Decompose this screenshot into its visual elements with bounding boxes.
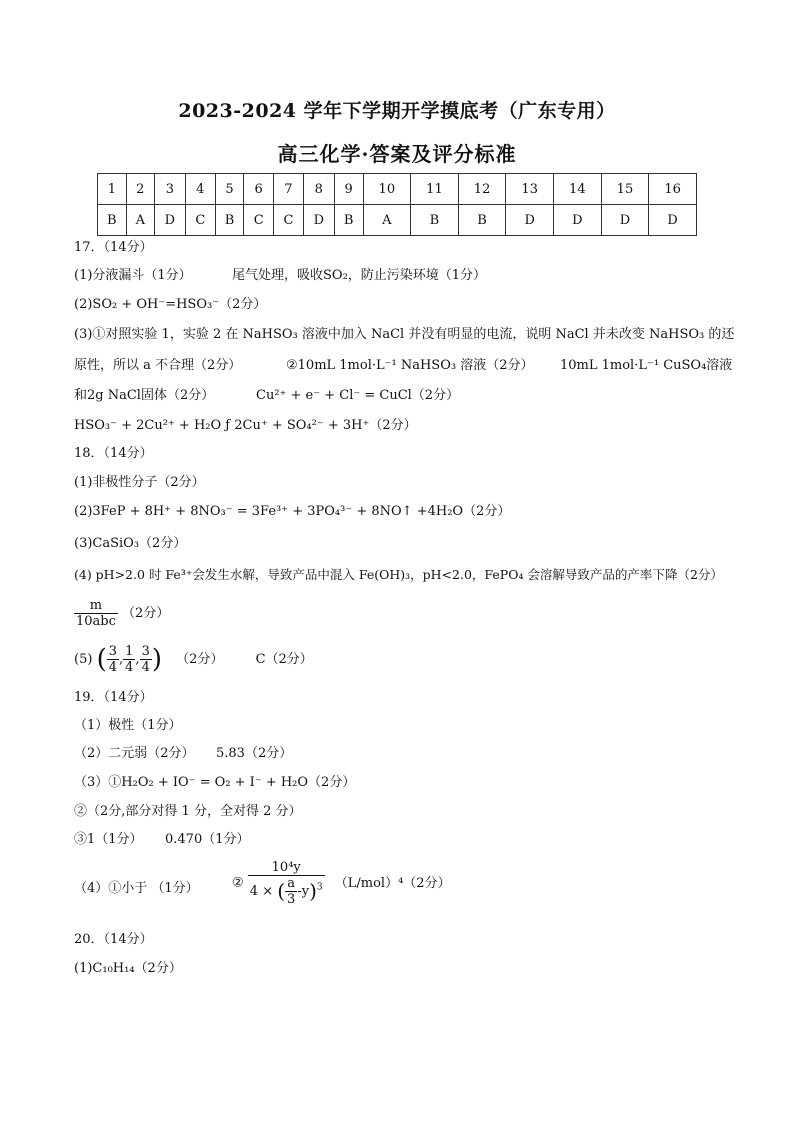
answer-table-answer-cell: D (506, 205, 554, 236)
q17-line1a: (1)分液漏斗（1分） (74, 268, 192, 283)
answer-table-number-cell: 9 (334, 174, 363, 205)
q19-den-suffix: -y (297, 884, 310, 899)
q18-line1: (1)非极性分子（2分） (74, 475, 205, 490)
q17-line5b: Cu²⁺ + e⁻ + Cl⁻ = CuCl（2分） (256, 388, 460, 403)
q19-inner-num: a (285, 876, 297, 892)
q17-line3: (3)①对照实验 1，实验 2 在 NaHSO₃ 溶液中加入 NaCl 并没有明显的电流，说明 NaCl 并未改变 NaHSO₃ 的还 (74, 327, 735, 342)
answer-table-number-cell: 6 (244, 174, 274, 205)
answer-table-answer-cell: B (411, 205, 459, 236)
answer-table (97, 173, 697, 236)
answer-table-answer-row (98, 205, 697, 236)
answer-table-answer-cell: A (363, 205, 411, 236)
page-subtitle: 高三化学·答案及评分标准 (277, 142, 517, 166)
q18-fraction-score: （2分） (122, 606, 170, 621)
q19-inner-fraction (285, 876, 297, 907)
answer-table-answer-cell: D (649, 205, 697, 236)
answer-table-answer-cell: B (458, 205, 506, 236)
q19-unit: （L/mol）⁴（2分） (334, 875, 451, 891)
answer-table-number-cell: 16 (649, 174, 697, 205)
q17-line4b: ②10mL 1mol·L⁻¹ NaHSO₃ 溶液（2分） (286, 358, 534, 373)
coord-y-den: 4 (125, 660, 134, 675)
q18-line3: (3)CaSiO₃（2分） (74, 536, 187, 551)
q20-heading: 20．（14分） (74, 932, 153, 947)
q19-line5a: ③1（1分） (74, 832, 143, 847)
answer-table-answer-cell: D (601, 205, 649, 236)
answer-table-number-cell: 4 (185, 174, 215, 205)
q19-den-left-paren: ( (277, 879, 286, 903)
coord-z-num: 3 (141, 644, 150, 659)
coord-x-num: 3 (108, 644, 117, 659)
answer-table-number-cell: 2 (126, 174, 154, 205)
page-title: 2023-2024 学年下学期开学摸底考（广东专用） (178, 100, 616, 122)
left-paren: ( (96, 644, 107, 675)
answer-table-number-cell: 5 (215, 174, 244, 205)
answer-table-number-cell: 8 (303, 174, 334, 205)
q19-inner-den: 3 (287, 892, 296, 907)
coord-x (107, 644, 119, 675)
answer-table-number-cell: 14 (554, 174, 602, 205)
q17-line4c: 10mL 1mol·L⁻¹ CuSO₄溶液 (560, 358, 733, 373)
coord-x-den: 4 (108, 660, 117, 675)
q17-line2: (2)SO₂ + OH⁻=HSO₃⁻（2分） (74, 297, 267, 312)
q18-line6: (5) ( $\frac{3}{4}$ , $\frac{1}{4}$ , $\frac{3}{4}$ ) （2分） C（2分） (74, 644, 313, 675)
answer-table-number-cell: 7 (274, 174, 304, 205)
q19-line2a: （2）二元弱（2分） (74, 746, 195, 761)
answer-table-number-row (98, 174, 697, 205)
coord-y (123, 644, 135, 675)
answer-table-number-cell: 13 (506, 174, 554, 205)
q18-fraction-numerator: m (74, 598, 118, 614)
answer-table-number-cell: 10 (363, 174, 411, 205)
answer-table-number-cell: 15 (601, 174, 649, 205)
coord-z-den: 4 (141, 660, 150, 675)
answer-table-answer-cell: B (334, 205, 363, 236)
q19-heading: 19．（14分） (74, 690, 153, 705)
q19-line2b: 5.83（2分） (216, 746, 293, 761)
q19-line4: ②（2分,部分对得 1 分，全对得 2 分） (74, 804, 302, 819)
answer-table-answer-cell: C (244, 205, 274, 236)
answer-table-number-cell: 12 (458, 174, 506, 205)
q17-heading: 17．（14分） (74, 240, 153, 255)
answer-table-number-cell: 1 (98, 174, 127, 205)
q18-line4: (4) pH>2.0 时 Fe³⁺会发生水解，导致产品中混入 Fe(OH)₃，pH<2.0，FePO₄ 会溶解导致产品的产率下降（2分） (74, 567, 723, 582)
q18-line2: (2)3FeP + 8H⁺ + 8NO₃⁻ = 3Fe³⁺ + 3PO₄³⁻ + 8NO↑ +4H₂O（2分） (74, 504, 511, 519)
q19-line6a: （4）①小于 （1分） (74, 881, 199, 896)
answer-table-answer-cell: B (215, 205, 244, 236)
q19-den-power: 3 (316, 882, 323, 893)
q19-line6b (232, 860, 451, 907)
q18-line6-b: C（2分） (255, 652, 313, 667)
q19-line6b-prefix: ② (232, 875, 244, 891)
q18-heading: 18．（14分） (74, 446, 153, 461)
q19-line1: （1）极性（1分） (74, 718, 182, 733)
q18-fraction-denominator: 10abc (76, 614, 116, 629)
q19-line5b: 0.470（1分） (165, 832, 250, 847)
q18-fraction-answer (74, 598, 169, 629)
answer-table-number-cell: 3 (154, 174, 185, 205)
coord-z (140, 644, 152, 675)
q20-line1: (1)C₁₀H₁₄（2分） (74, 961, 182, 976)
q19-den-right-paren: ) (309, 879, 317, 903)
q17-line6: HSO₃⁻ + 2Cu²⁺ + H₂O ƒ 2Cu⁺ + SO₄²⁻ + 3H⁺（2分） (74, 418, 417, 433)
answer-table-answer-cell: A (126, 205, 154, 236)
q18-line6-score: （2分） (176, 652, 224, 667)
q19-line3: （3）①H₂O₂ + IO⁻ = O₂ + I⁻ + H₂O（2分） (74, 775, 356, 790)
answer-table-number-cell: 11 (411, 174, 459, 205)
q19-expression (248, 860, 325, 907)
coord-y-num: 1 (125, 644, 134, 659)
q19-den-prefix: 4 × (249, 884, 274, 899)
answer-table-answer-cell: B (98, 205, 127, 236)
answer-table-answer-cell: D (154, 205, 185, 236)
q17-line1b: 尾气处理，吸收SO₂，防止污染环境（1分） (232, 268, 487, 283)
answer-table-answer-cell: C (274, 205, 304, 236)
right-paren: ) (151, 644, 162, 675)
q17-line5a: 和2g NaCl固体（2分） (74, 388, 215, 403)
answer-table-answer-cell: D (303, 205, 334, 236)
answer-table-answer-cell: D (554, 205, 602, 236)
answer-table-answer-cell: C (185, 205, 215, 236)
q18-fraction (74, 598, 118, 629)
q19-expression-numerator: 10⁴y (248, 860, 325, 876)
q17-line4a: 原性，所以 a 不合理（2分） (74, 358, 242, 373)
q19-expression-denominator (248, 876, 325, 907)
q18-line6-prefix: (5) (74, 652, 93, 667)
